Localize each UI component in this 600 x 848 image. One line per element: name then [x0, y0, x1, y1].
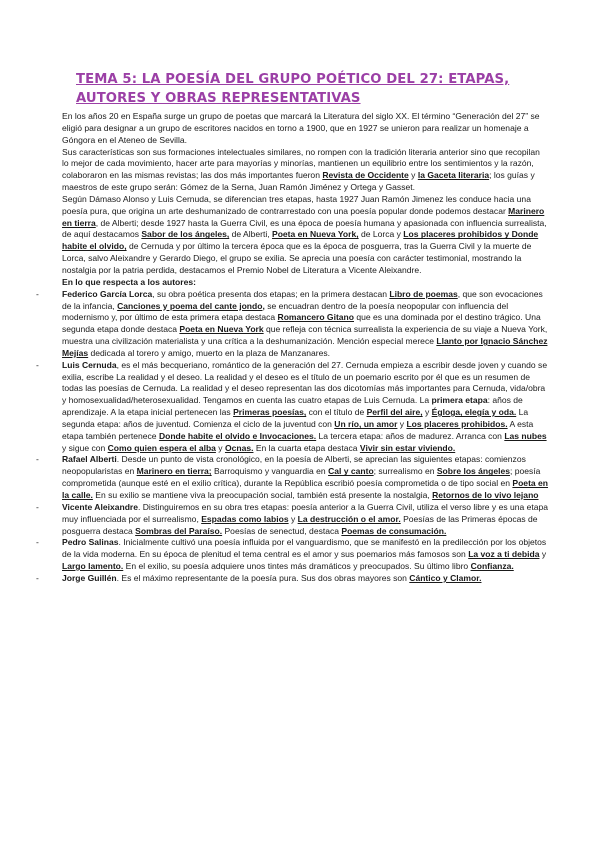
- document-body: [36, 111, 549, 585]
- list-dash: -: [36, 288, 39, 299]
- author-name: Vicente Aleixandre: [62, 501, 139, 512]
- work-title: Canciones y poema del cante jondo,: [117, 300, 265, 311]
- work-title: Cántico y Clamor.: [409, 572, 482, 583]
- work-title: Espadas como labios: [201, 513, 289, 524]
- work-title: Perfil del aire,: [366, 407, 423, 418]
- work-title: Retornos de lo vivo lejano: [432, 490, 539, 500]
- work-title: Largo lamento.: [62, 561, 124, 572]
- author-name: Luis Cernuda: [62, 359, 117, 370]
- authors-heading: En lo que respecta a los autores:: [62, 276, 196, 287]
- work-title: Confianza.: [470, 561, 514, 572]
- work-title: Marinero en tierra;: [136, 466, 212, 477]
- author-name: Rafael Alberti: [62, 454, 117, 465]
- list-dash: -: [36, 572, 39, 583]
- intro-paragraph-2: Sus características son sus formaciones intelectuales similares, no rompen con la tradición literaria anterior sino que recopilan lo mejor de cada movimiento, hacer arte para mayorías y minorías, mantienen un equilibrio entre los sentimientos y la razón, colaboraron en las mismas revistas; las dos más importantes fueron Revista de Occidente y la Gaceta literaria; los guías y maestros de este grupo serán: Gómez de la Serna, Juan Ramón Jiménez y Ortega y Gasset.: [62, 146, 540, 193]
- work-title: Los placeres prohibidos y Donde habite el olvido,: [62, 229, 539, 252]
- author-item-salinas: - Pedro Salinas. Inicialmente cultivó una poesía influida por el vanguardismo, que se manifestó en la predilección por los objetos de la vida moderna. En su época de plenitud el tema central es el amor y sus poemarios más famosos son La voz a ti debida y Largo lamento. En el exilio, su poesía adquiere unos tintes más dramáticos y preocupados. Su último libro Confianza.: [36, 537, 547, 572]
- work-title: Donde habite el olvido e Invocaciones.: [158, 430, 317, 441]
- list-dash: -: [36, 454, 39, 465]
- list-dash: -: [36, 537, 39, 548]
- work-title: Poeta en Nueva York: [179, 324, 264, 335]
- work-title: Vivir sin estar viviendo.: [359, 442, 456, 453]
- work-title: Poeta en la calle.: [62, 478, 549, 500]
- work-title: Ocnas.: [224, 442, 254, 453]
- work-title: Sabor de los ángeles,: [141, 229, 230, 240]
- work-title: Poeta en Nueva York,: [272, 229, 359, 240]
- work-title: Marinero en tierra: [62, 205, 545, 228]
- work-title: Romancero Gitano: [277, 312, 354, 323]
- author-item-alberti: - Rafael Alberti. Desde un punto de vista cronológico, en la poesía de Alberti, se aprecian las siguientes etapas: comienzos neopopularistas en Marinero en tierra; Barroquismo y vanguardia en Cal y canto; surrealismo en Sobre los ángeles; poesía comprometida (aunque esté en el exilio crítica), durante la República escribió poesía comprometida o de tipo social en Poeta en la calle. En su exilio se mantiene viva la preocupación social, también está presente la nostalgia, Retornos de lo vivo lejano: [36, 454, 549, 500]
- work-title: Sobre los ángeles: [436, 466, 511, 477]
- magazine-title: la Gaceta literaria: [417, 170, 490, 181]
- work-title: Primeras poesías,: [233, 407, 307, 418]
- work-title: Égloga, elegía y oda.: [431, 407, 517, 418]
- work-title: Cal y canto: [328, 466, 374, 477]
- magazine-title: Revista de Occidente: [322, 170, 409, 181]
- work-title: Los placeres prohibidos.: [406, 418, 508, 429]
- author-item-lorca: - Federico García Lorca, su obra poética presenta dos etapas; en la primera destacan Libro de poemas, que son evocaciones de la infancia, Canciones y poema del cante jondo, se encuadran dentro de la poesía neopopular con influencia del modernismo y, por último de esta primera etapa destaca Romancero Gitano que es una dominada por el destino trágico. Una segunda etapa donde destaca Poeta en Nueva York que refleja con técnica surrealista la experiencia de su viaje a Nueva York, muestra una civilización materialista y una crítica a la deshumanización. Mención especial merece Llanto por Ignacio Sánchez Mejías dedicada al torero y amigo, muerto en la plaza de Manzanares.: [36, 288, 548, 358]
- author-item-guillen: - Jorge Guillén. Es el máximo representante de la poesía pura. Sus dos obras mayores son Cántico y Clamor.: [36, 572, 482, 583]
- author-name: Pedro Salinas: [62, 537, 119, 548]
- work-title: Las nubes: [504, 430, 547, 441]
- work-title: Un río, un amor: [334, 418, 398, 429]
- author-name: Jorge Guillén: [62, 572, 117, 583]
- author-name: Federico García Lorca: [62, 288, 153, 299]
- intro-paragraph-1: En los años 20 en España surge un grupo de poetas que marcará la Literatura del siglo XX. El término “Generación del 27” se eligió para designar a un grupo de escritores nacidos en torno a 1900, que en 1927 se unieron para realizar un homenaje a Góngora en el Ateneo de Sevilla.: [62, 111, 540, 145]
- author-item-cernuda: - Luis Cernuda, es el más becqueriano, romántico de la generación del 27. Cernuda empieza a escribir desde joven y cuando se exilia, escribe La realidad y el deseo. La realidad y el deseo es el título de un poemario escrito por él que es un resumen de todas las poesías de Cernuda. La realidad y el deseo representan las dos dicotomías más importantes para Cernuda, vida/obra y homosexualidad/heterosexualidad. Tengamos en cuenta las cuatro etapas de Luis Cernuda. La primera etapa: años de aprendizaje. A la etapa inicial pertenecen las Primeras poesías, con el título de Perfil del aire, y Égloga, elegía y oda. La segunda etapa: años de juventud. Comienza el ciclo de la juventud con Un río, un amor y Los placeres prohibidos. A esta etapa también pertenece Donde habite el olvido e Invocaciones. La tercera etapa: años de madurez. Arranca con Las nubes y sigue con Como quien espera el alba y Ocnas. En la cuarta etapa destaca Vivir sin estar viviendo.: [36, 359, 548, 453]
- work-title: Llanto por Ignacio Sánchez Mejías: [62, 336, 548, 358]
- work-title: La voz a ti debida: [468, 549, 540, 560]
- work-title: Como quien espera el alba: [107, 442, 216, 453]
- intro-paragraph-3: Según Dámaso Alonso y Luis Cernuda, se diferencian tres etapas, hasta 1927 Juan Ramón Jimenez les conduce hacia una poesía pura, que origina un arte deshumanizado de contrarrestado con una poesía popular donde podemos destacar Marinero en tierra, de Alberti; desde 1927 hasta la Guerra Civil, es una época de poesía humana y apasionada con influencia surrealista, de aquí destacamos Sabor de los ángeles, de Alberti, Poeta en Nueva York, de Lorca y Los placeres prohibidos y Donde habite el olvido, de Cernuda y por último la tercera época que es la época de posguerra, tras la Guerra Civil y la muerte de Lorca, salvo Aleixandre y Gerardo Diego, el grupo se exilia. Se aprecia una poesía con carácter testimonial, mostrando la nostalgia por la patria perdida, destacamos el Premio Nobel de Literatura a Vicente Aleixandre.: [62, 193, 547, 275]
- author-item-aleixandre: - Vicente Aleixandre. Distinguiremos en su obra tres etapas: poesía anterior a la Guerra Civil, utiliza el verso libre y es una etapa muy influenciada por el surrealismo, Espadas como labios y La destrucción o el amor. Poesías de las Primeras épocas de posguerra destaca Sombras del Paraíso. Poesías de senectud, destaca Poemas de consumación.: [36, 501, 548, 536]
- work-title: Sombras del Paraíso.: [135, 525, 223, 536]
- work-title: La destrucción o el amor.: [297, 513, 401, 524]
- list-dash: -: [36, 501, 39, 512]
- document-title: TEMA 5: LA POESÍA DEL GRUPO POÉTICO DEL 27: ETAPAS, AUTORES Y OBRAS REPRESENTATIVAS: [76, 72, 510, 106]
- work-title: Libro de poemas: [389, 288, 458, 299]
- list-dash: -: [36, 359, 39, 370]
- work-title: Poemas de consumación.: [341, 525, 447, 536]
